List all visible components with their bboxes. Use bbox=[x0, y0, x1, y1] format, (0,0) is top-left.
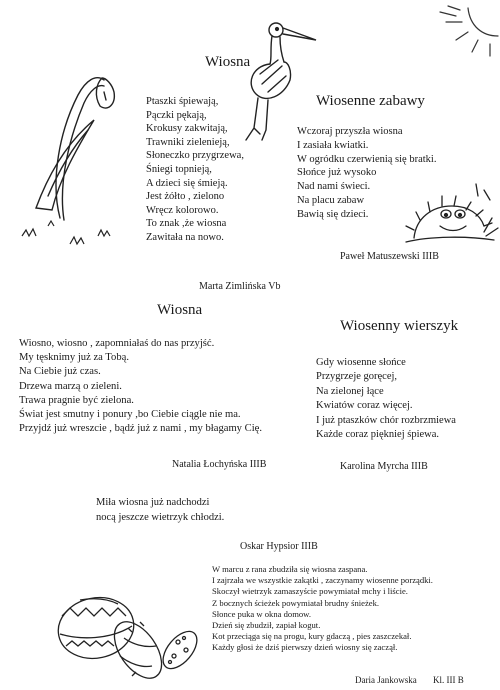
poem6-author: Daria Jankowska bbox=[355, 675, 417, 685]
poem6-class: Kl. III B bbox=[433, 675, 464, 685]
poem3-line: Wiosno, wiosno , zapomniałaś do nas przyjść. bbox=[19, 338, 215, 349]
poem4-author: Karolina Myrcha IIIB bbox=[340, 461, 428, 472]
poem1-line: Pączki pękają, bbox=[146, 109, 207, 121]
poem2-line: Słońce już wysoko bbox=[297, 167, 377, 179]
poem5-line: Miła wiosna już nadchodzi bbox=[96, 497, 210, 508]
poem6-line: Kot przeciąga się na progu, kury gdaczą , pies zaszczekał. bbox=[212, 631, 412, 642]
poem1-line: Wręcz kolorowo. bbox=[146, 204, 219, 216]
poem3-title: Wiosna bbox=[157, 302, 203, 318]
poem1-line: Ptaszki śpiewają, bbox=[146, 96, 219, 107]
poem1-line: Słoneczko przygrzewa, bbox=[146, 150, 244, 162]
poem6-line: Z bocznych ścieżek powymiatał brudny śnieżek. bbox=[212, 597, 380, 608]
poem3-line: My tęsknimy już za Tobą. bbox=[19, 352, 129, 364]
poem6-line: Skoczył wietrzyk zamaszyście powymiatał mchy i liście. bbox=[212, 586, 408, 597]
poem1-author: Marta Zimlińska Vb bbox=[199, 281, 281, 292]
poem6-line: Słonce puka w okna domow. bbox=[212, 608, 311, 619]
poem3-line: Świat jest smutny i ponury ,bo Ciebie ciągle nie ma. bbox=[19, 409, 241, 421]
poem3-line: Na Ciebie już czas. bbox=[19, 366, 101, 378]
poem6-line: I zajrzała we wszystkie zakątki , zaczynamy wiosenne porządki. bbox=[212, 575, 433, 586]
poem4-line: Każde coraz piękniej śpiewa. bbox=[316, 429, 440, 441]
poem4-line: Kwiatów coraz więcej. bbox=[316, 400, 413, 412]
poem3-author: Natalia Łochyńska IIIB bbox=[172, 459, 267, 470]
poem1-line: Zawitała na nowo. bbox=[146, 231, 224, 243]
poem4-line: Gdy wiosenne słońce bbox=[316, 357, 406, 368]
poem4-title: Wiosenny wierszyk bbox=[340, 318, 459, 334]
poem6-line: Każdy głosi że dziś pierwszy dzień wiosny się zaczął. bbox=[212, 642, 398, 653]
poem2-line: Na placu zabaw bbox=[297, 194, 365, 206]
poem2-line: Nad nami świeci. bbox=[297, 181, 371, 193]
poem5-author: Oskar Hypsior IIIB bbox=[240, 541, 318, 552]
poem3-line: Drzewa marzą o zieleni. bbox=[19, 380, 122, 392]
poem6-line: W marcu z rana zbudziła się wiosna zaspana. bbox=[212, 564, 368, 574]
poem2-line: W ogródku czerwienią się bratki. bbox=[297, 153, 437, 165]
poem1-line: To znak ,że wiosna bbox=[146, 218, 227, 230]
poem2-author: Paweł Matuszewski IIIB bbox=[340, 251, 439, 262]
poem6-line: Dzień się zbudził, zapiał kogut. bbox=[212, 620, 321, 631]
poem4-line: Na zielonej łące bbox=[316, 385, 384, 397]
poem1-line: Śniegi topnieją, bbox=[146, 163, 212, 175]
poem1-line: Krokusy zakwitają, bbox=[146, 123, 228, 135]
poem4-line: Przygrzeje goręcej, bbox=[316, 371, 398, 383]
poem1-title: Wiosna bbox=[205, 54, 251, 70]
poem3-line: Przyjdź już wreszcie , bądź już z nami , my błagamy Cię. bbox=[19, 423, 262, 435]
poem1-line: Trawniki zielenieją, bbox=[146, 136, 230, 148]
poem4-line: I już ptaszków chór rozbrzmiewa bbox=[316, 414, 456, 426]
poem2-line: Wczoraj przyszła wiosna bbox=[297, 126, 403, 137]
poem1-line: Jest żółto , zielono bbox=[146, 191, 225, 203]
poem2-line: Bawią się dzieci. bbox=[297, 208, 369, 220]
poem3-line: Trawa pragnie być zielona. bbox=[19, 394, 134, 406]
poem5-line: nocą jeszcze wietrzyk chłodzi. bbox=[96, 512, 225, 523]
poem2-line: I zasiała kwiatki. bbox=[297, 139, 369, 151]
poem1-line: A dzieci się śmieją. bbox=[146, 177, 228, 189]
poem2-title: Wiosenne zabawy bbox=[316, 93, 425, 109]
